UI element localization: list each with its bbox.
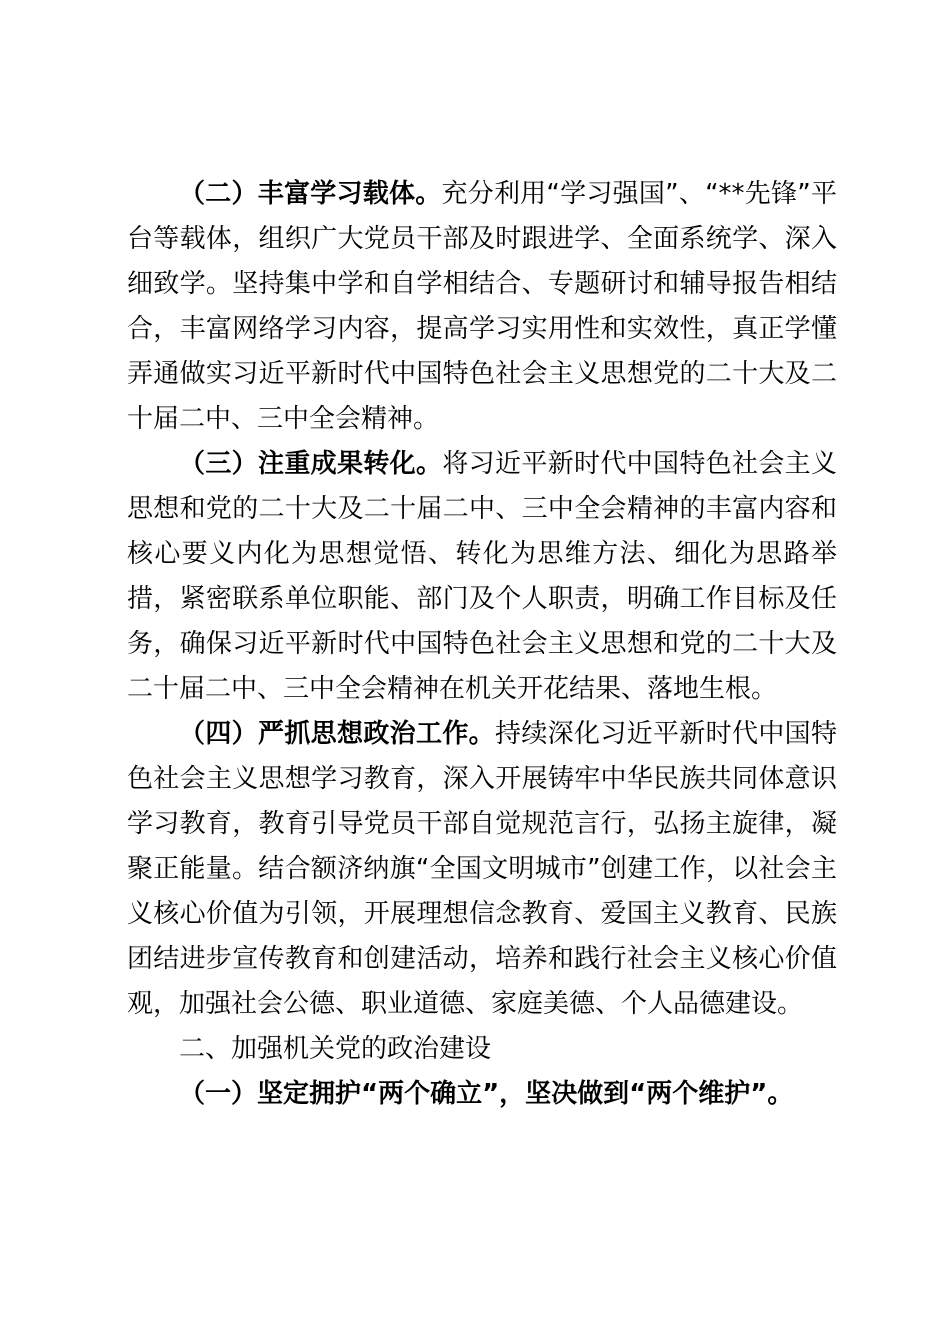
document-body [127, 172, 837, 1117]
subsection-heading: （一）坚定拥护“两个确立”，坚决做到“两个维护”。 [179, 1079, 794, 1109]
paragraph-text: 持续深化习近平新时代中国特色社会主义思想学习教育，深入开展铸牢中华民族共同体意识学习教育，教育引导党员干部自觉规范言行，弘扬主旋律，凝聚正能量。结合额济纳旗“全国文明城市”创建工作，以社会主义核心价值为引领，开展理想信念教育、爱国主义教育、民族团结进步宣传教育和创建活动，培养和践行社会主义核心价值观，加强社会公德、职业道德、家庭美德、个人品德建设。 [127, 719, 837, 1019]
paragraph-ideological-political-work [127, 712, 837, 1027]
paragraph-enrich-learning-carrier [127, 172, 837, 442]
section-heading: 二、加强机关党的政治建设 [179, 1034, 492, 1064]
paragraph-text: 将习近平新时代中国特色社会主义思想和党的二十大及二十届二中、三中全会精神的丰富内容和核心要义内化为思想觉悟、转化为思维方法、细化为思路举措，紧密联系单位职能、部门及个人职责，明确工作目标及任务，确保习近平新时代中国特色社会主义思想和党的二十大及二十届二中、三中全会精神在机关开花结果、落地生根。 [127, 449, 837, 704]
paragraph-heading: （三）注重成果转化。 [179, 449, 443, 479]
paragraph-focus-results-transformation [127, 442, 837, 712]
paragraph-heading: （四）严抓思想政治工作。 [179, 719, 495, 749]
paragraph-heading: （二）丰富学习载体。 [179, 179, 442, 209]
paragraph-text: 充分利用“学习强国”、“**先锋”平台等载体，组织广大党员干部及时跟进学、全面系统学、深入细致学。坚持集中学和自学相结合、专题研讨和辅导报告相结合，丰富网络学习内容，提高学习实用性和实效性，真正学懂弄通做实习近平新时代中国特色社会主义思想党的二十大及二十届二中、三中全会精神。 [127, 179, 837, 434]
